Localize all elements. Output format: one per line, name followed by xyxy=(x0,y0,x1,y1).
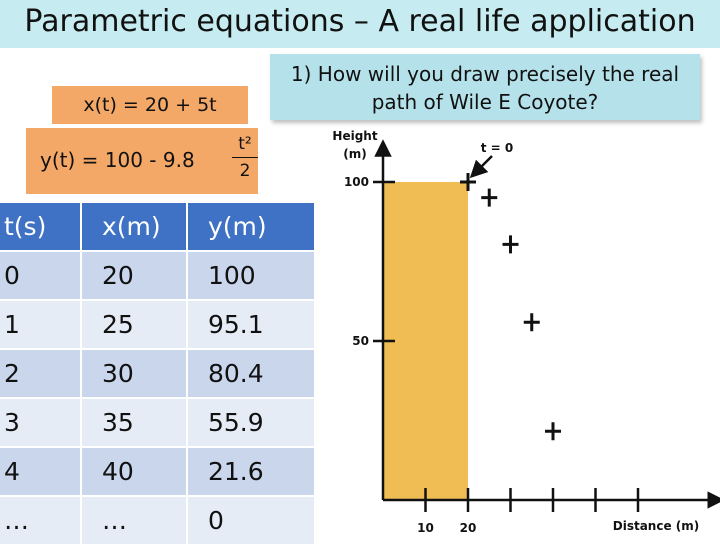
fraction-numerator: t² xyxy=(238,134,252,154)
cell-t: 3 xyxy=(0,398,81,447)
cell-x: 30 xyxy=(81,349,187,398)
cell-t: 0 xyxy=(0,251,81,300)
cliff-area xyxy=(383,182,468,500)
question-line-2: path of Wile E Coyote? xyxy=(371,90,599,114)
cell-t: 4 xyxy=(0,447,81,496)
y-equation-text: y(t) = 100 - 9.8 xyxy=(40,148,195,172)
cell-x: … xyxy=(81,496,187,545)
question-line-1: 1) How will you draw precisely the real xyxy=(290,62,680,86)
cell-y: 21.6 xyxy=(187,447,315,496)
cell-x: 20 xyxy=(81,251,187,300)
annotation-t0: t = 0 xyxy=(480,141,514,155)
header-y: y(m) xyxy=(187,203,315,251)
cell-t: 1 xyxy=(0,300,81,349)
header-t: t(s) xyxy=(0,203,81,251)
cell-y: 55.9 xyxy=(187,398,315,447)
cell-y: 100 xyxy=(187,251,315,300)
x-axis-label: Distance (m) xyxy=(612,519,700,533)
y-axis-label: Height xyxy=(332,129,378,143)
cell-x: 35 xyxy=(81,398,187,447)
cell-t: … xyxy=(0,496,81,545)
fraction-denominator: 2 xyxy=(239,161,251,181)
data-point xyxy=(524,313,540,331)
cell-x: 25 xyxy=(81,300,187,349)
annotation-arrow xyxy=(476,156,492,172)
y-tick-label: 100 xyxy=(343,175,369,189)
x-equation: x(t) = 20 + 5t xyxy=(52,86,248,124)
y-tick-label: 50 xyxy=(352,334,369,348)
cell-y: 95.1 xyxy=(187,300,315,349)
data-point xyxy=(481,189,497,207)
y-axis-unit: (m) xyxy=(343,147,367,161)
cell-t: 2 xyxy=(0,349,81,398)
x-tick-label: 10 xyxy=(417,521,434,535)
cell-y: 80.4 xyxy=(187,349,315,398)
page-title: Parametric equations – A real life application xyxy=(24,4,696,39)
header-x: x(m) xyxy=(81,203,187,251)
data-point xyxy=(503,235,519,253)
cell-y: 0 xyxy=(187,496,315,545)
data-point xyxy=(545,422,561,440)
cell-x: 40 xyxy=(81,447,187,496)
x-tick-label: 20 xyxy=(459,521,477,535)
